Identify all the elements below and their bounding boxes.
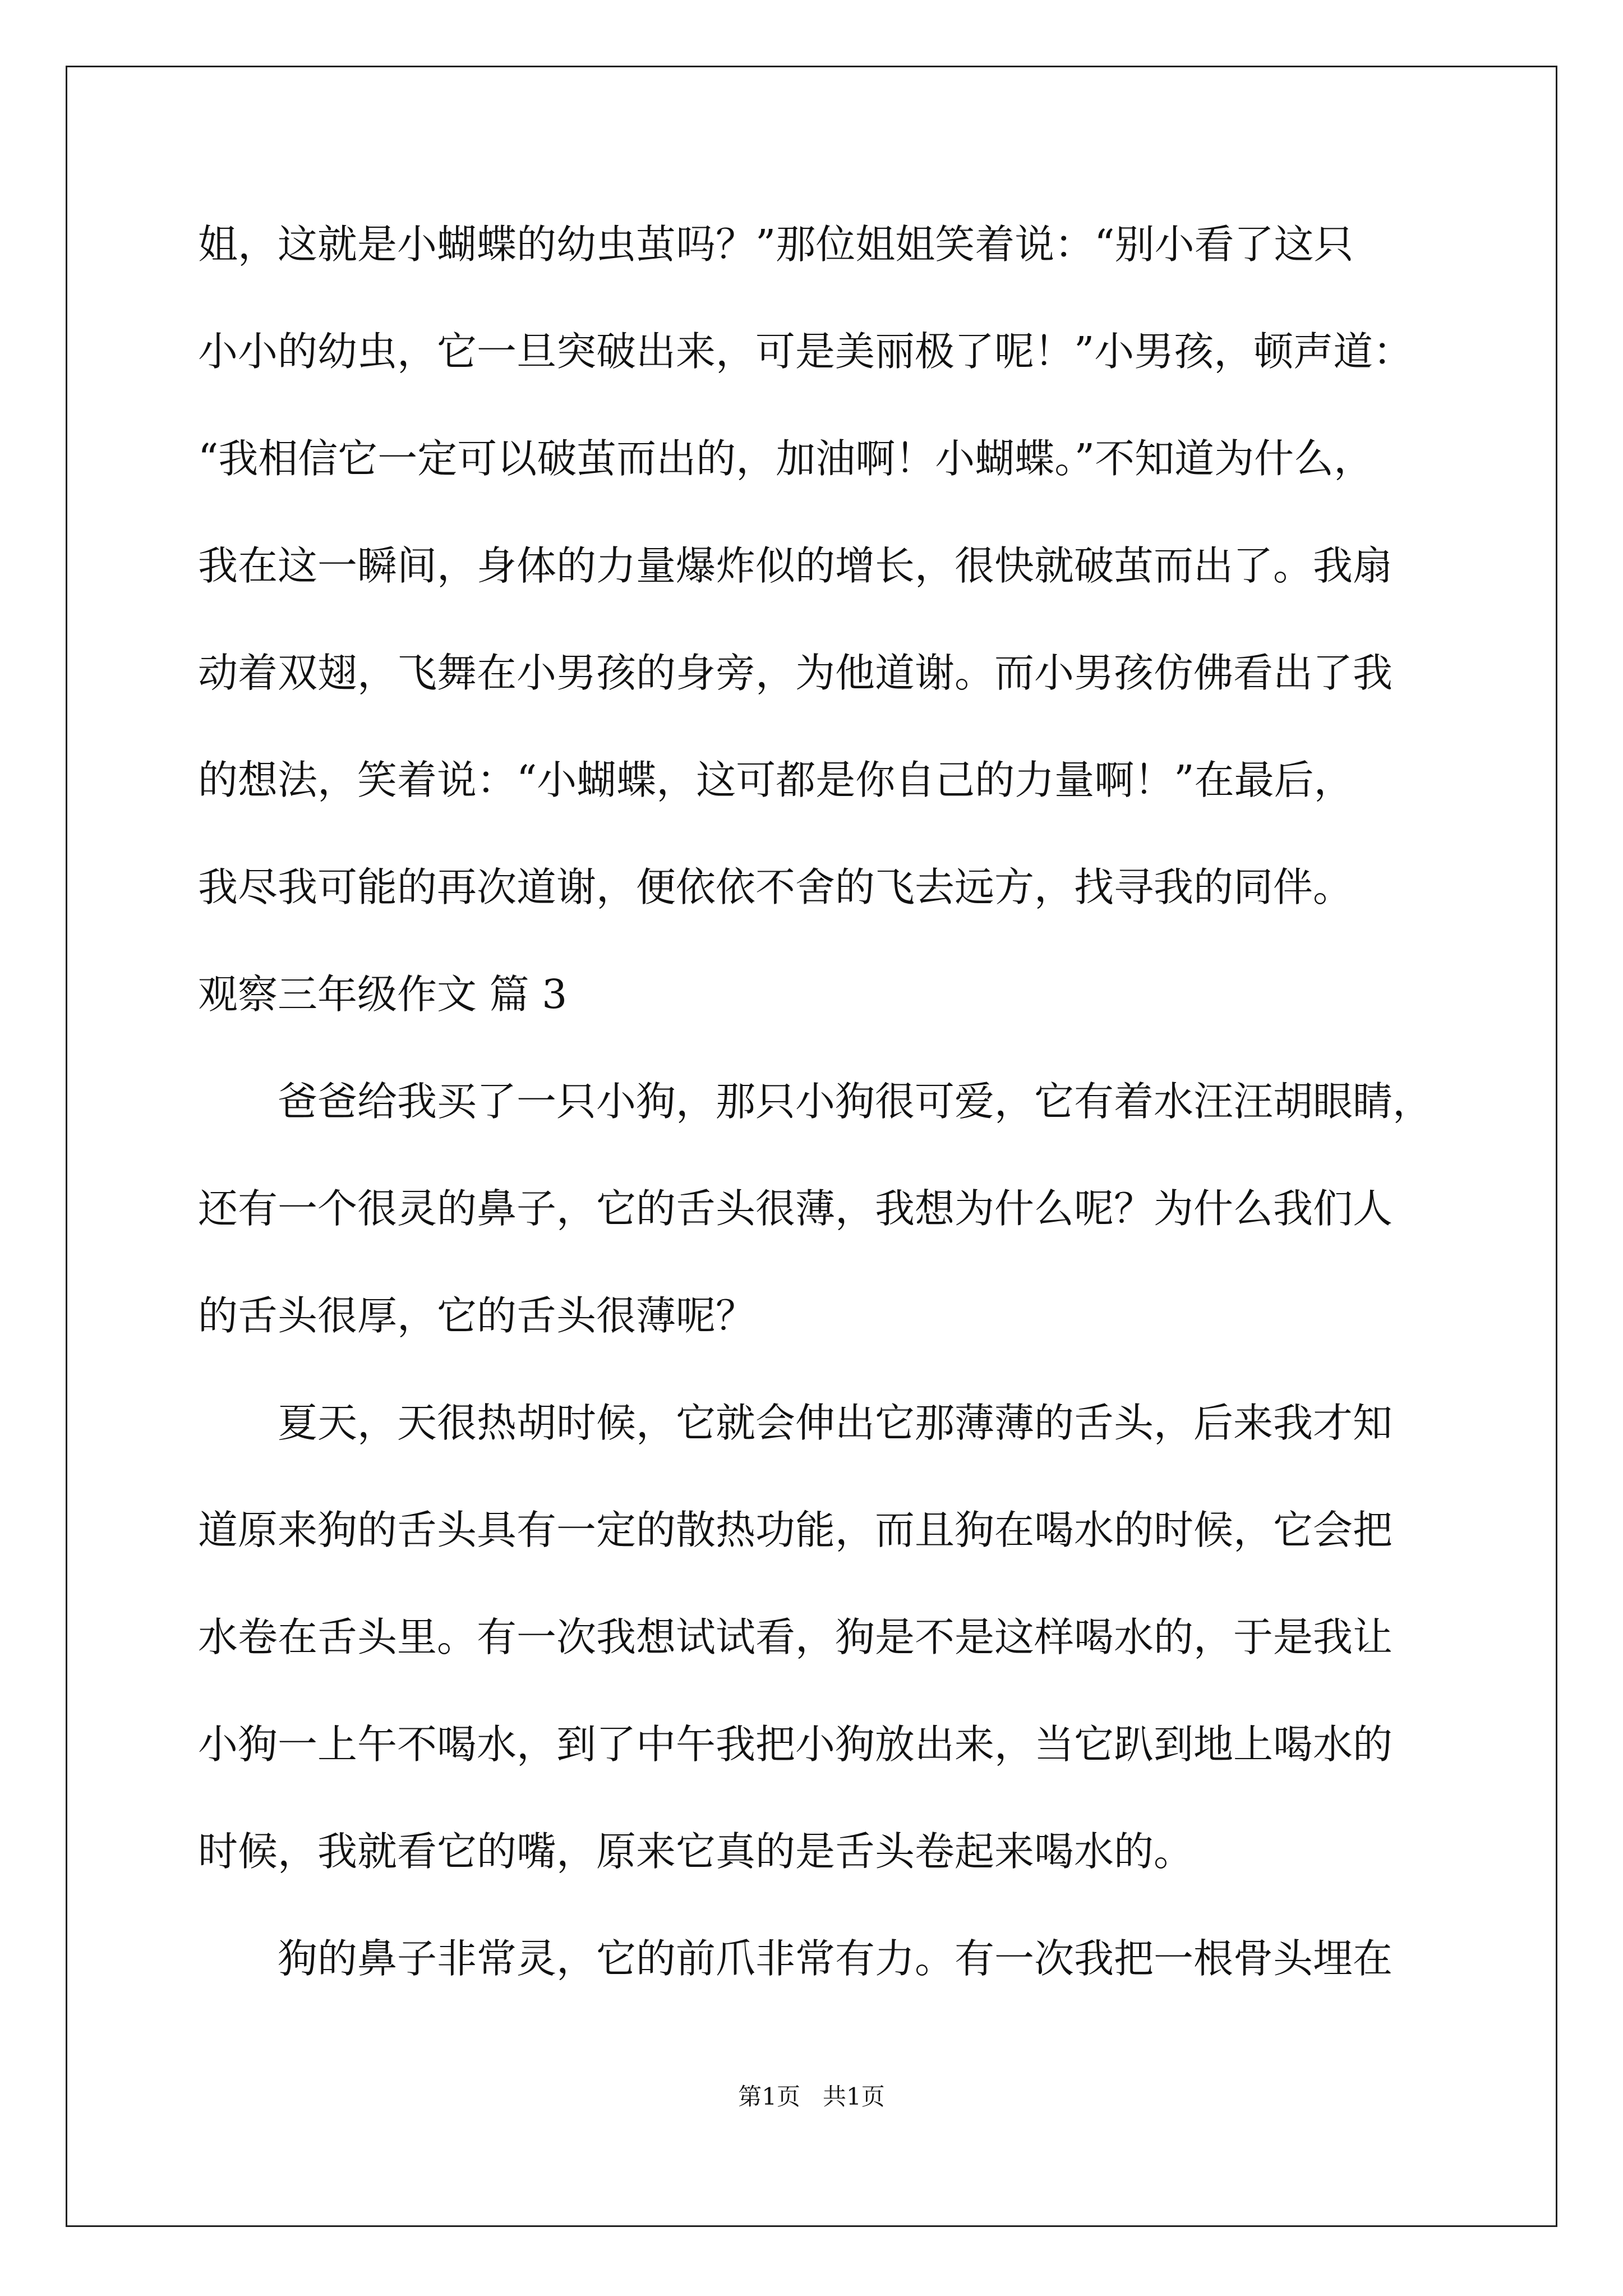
paragraph-line: 道原来狗的舌头具有一定的散热功能，而且狗在喝水的时候，它会把 bbox=[198, 1507, 1393, 1553]
page-footer: 第1页 共1页 bbox=[738, 2083, 885, 2110]
document-body bbox=[198, 219, 1432, 2040]
section-heading: 观察三年级作文 篇 3 bbox=[198, 971, 568, 1018]
paragraph-line: 的舌头很厚，它的舌头很薄呢？ bbox=[198, 1292, 756, 1339]
paragraph-line: 姐，这就是小蝴蝶的幼虫茧吗？”那位姐姐笑着说：“别小看了这只 bbox=[198, 221, 1354, 268]
paragraph-line: 动着双翅，飞舞在小男孩的身旁，为他道谢。而小男孩仿佛看出了我 bbox=[198, 650, 1393, 696]
paragraph-line: 水卷在舌头里。有一次我想试试看，狗是不是这样喝水的，于是我让 bbox=[198, 1614, 1393, 1660]
paragraph-line: 还有一个很灵的鼻子，它的舌头很薄，我想为什么呢？为什么我们人 bbox=[198, 1185, 1393, 1232]
paragraph-line: “我相信它一定可以破茧而出的，加油啊！小蝴蝶。”不知道为什么， bbox=[198, 435, 1374, 482]
paragraph-line: 小小的幼虫，它一旦突破出来，可是美丽极了呢！”小男孩，顿声道： bbox=[198, 328, 1413, 375]
paragraph-line: 我尽我可能的再次道谢，便依依不舍的飞去远方，找寻我的同伴。 bbox=[198, 864, 1353, 910]
paragraph-line: 小狗一上午不喝水，到了中午我把小狗放出来，当它趴到地上喝水的 bbox=[198, 1721, 1393, 1768]
paragraph-line: 时候，我就看它的嘴，原来它真的是舌头卷起来喝水的。 bbox=[198, 1828, 1194, 1875]
paragraph-line: 爸爸给我买了一只小狗，那只小狗很可爱，它有着水汪汪胡眼睛， bbox=[278, 1078, 1433, 1125]
paragraph-line: 我在这一瞬间，身体的力量爆炸似的增长，很快就破茧而出了。我扇 bbox=[198, 542, 1393, 589]
paragraph-line: 的想法，笑着说：“小蝴蝶，这可都是你自己的力量啊！”在最后， bbox=[198, 757, 1354, 803]
paragraph-line: 狗的鼻子非常灵，它的前爪非常有力。有一次我把一根骨头埋在 bbox=[278, 1935, 1393, 1982]
paragraph-line: 夏天，天很热胡时候，它就会伸出它那薄薄的舌头，后来我才知 bbox=[278, 1400, 1393, 1446]
